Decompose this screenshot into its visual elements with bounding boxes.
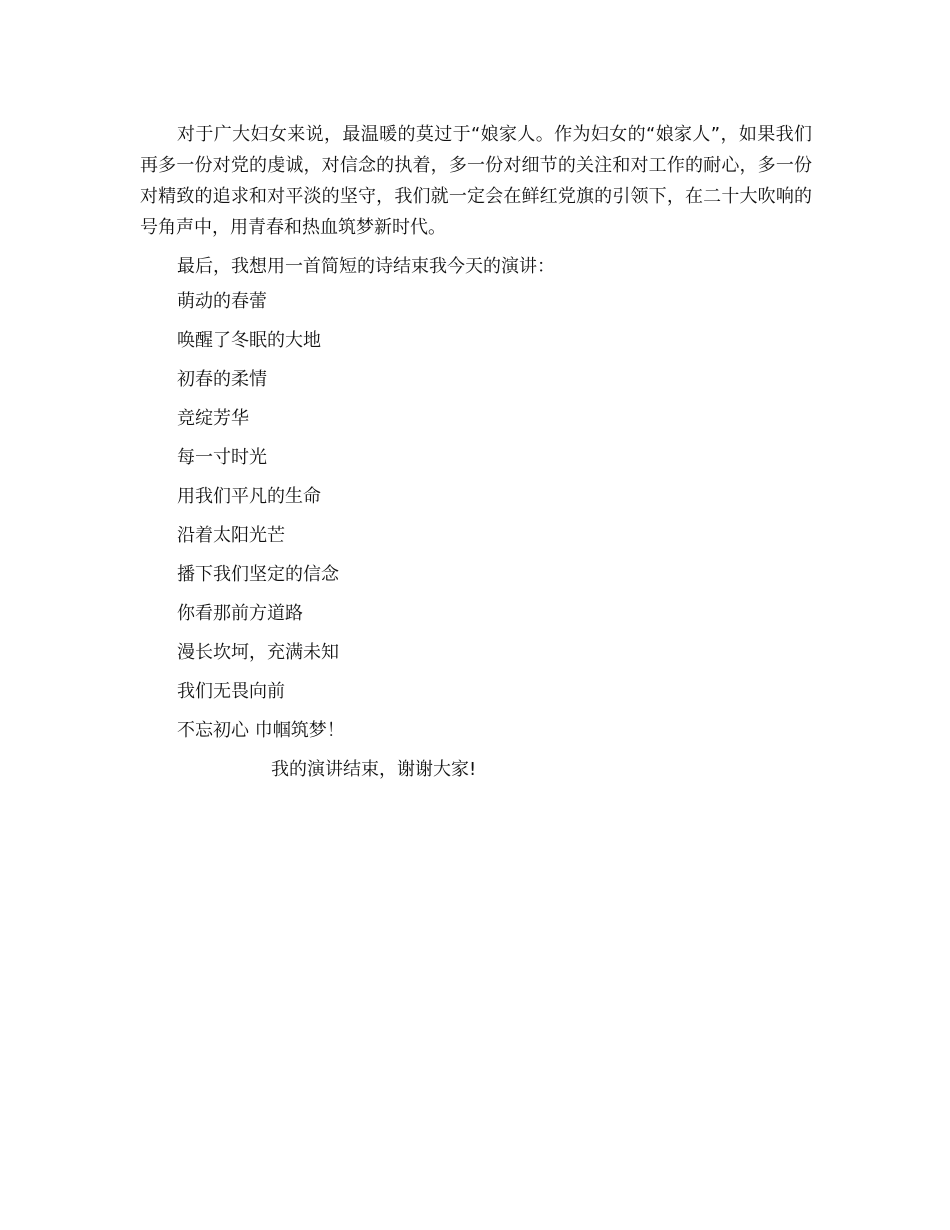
poem-line: 我们无畏向前 [177,681,285,702]
speech-text [140,119,812,789]
poem-line: 你看那前方道路 [177,603,303,624]
poem-line: 萌动的春蕾 [177,291,267,312]
poem-line: 唤醒了冬眠的大地 [177,330,321,351]
poem-line: 沿着太阳光芒 [177,525,285,546]
poem-line: 竞绽芳华 [177,408,249,429]
closing-line: 我的演讲结束，谢谢大家! [271,759,477,780]
poem-line: 不忘初心 巾帼筑梦！ [177,720,345,741]
poem [140,282,812,750]
poem-line: 每一寸时光 [177,447,267,468]
poem-line: 漫长坎坷，充满未知 [177,642,339,663]
body-paragraph: 对于广大妇女来说，最温暖的莫过于“娘家人。作为妇女的“娘家人”，如果我们再多一份对党的虔诚，对信念的执着，多一份对细节的关注和对工作的耐心，多一份对精致的追求和对平淡的坚守，我们就一定会在鲜红党旗的引领下，在二十大吹响的号角声中，用青春和热血筑梦新时代。 [140,124,812,238]
poem-intro: 最后，我想用一首简短的诗结束我今天的演讲： [177,256,555,277]
poem-line: 播下我们坚定的信念 [177,564,339,585]
poem-line: 用我们平凡的生命 [177,486,321,507]
poem-line: 初春的柔情 [177,369,267,390]
